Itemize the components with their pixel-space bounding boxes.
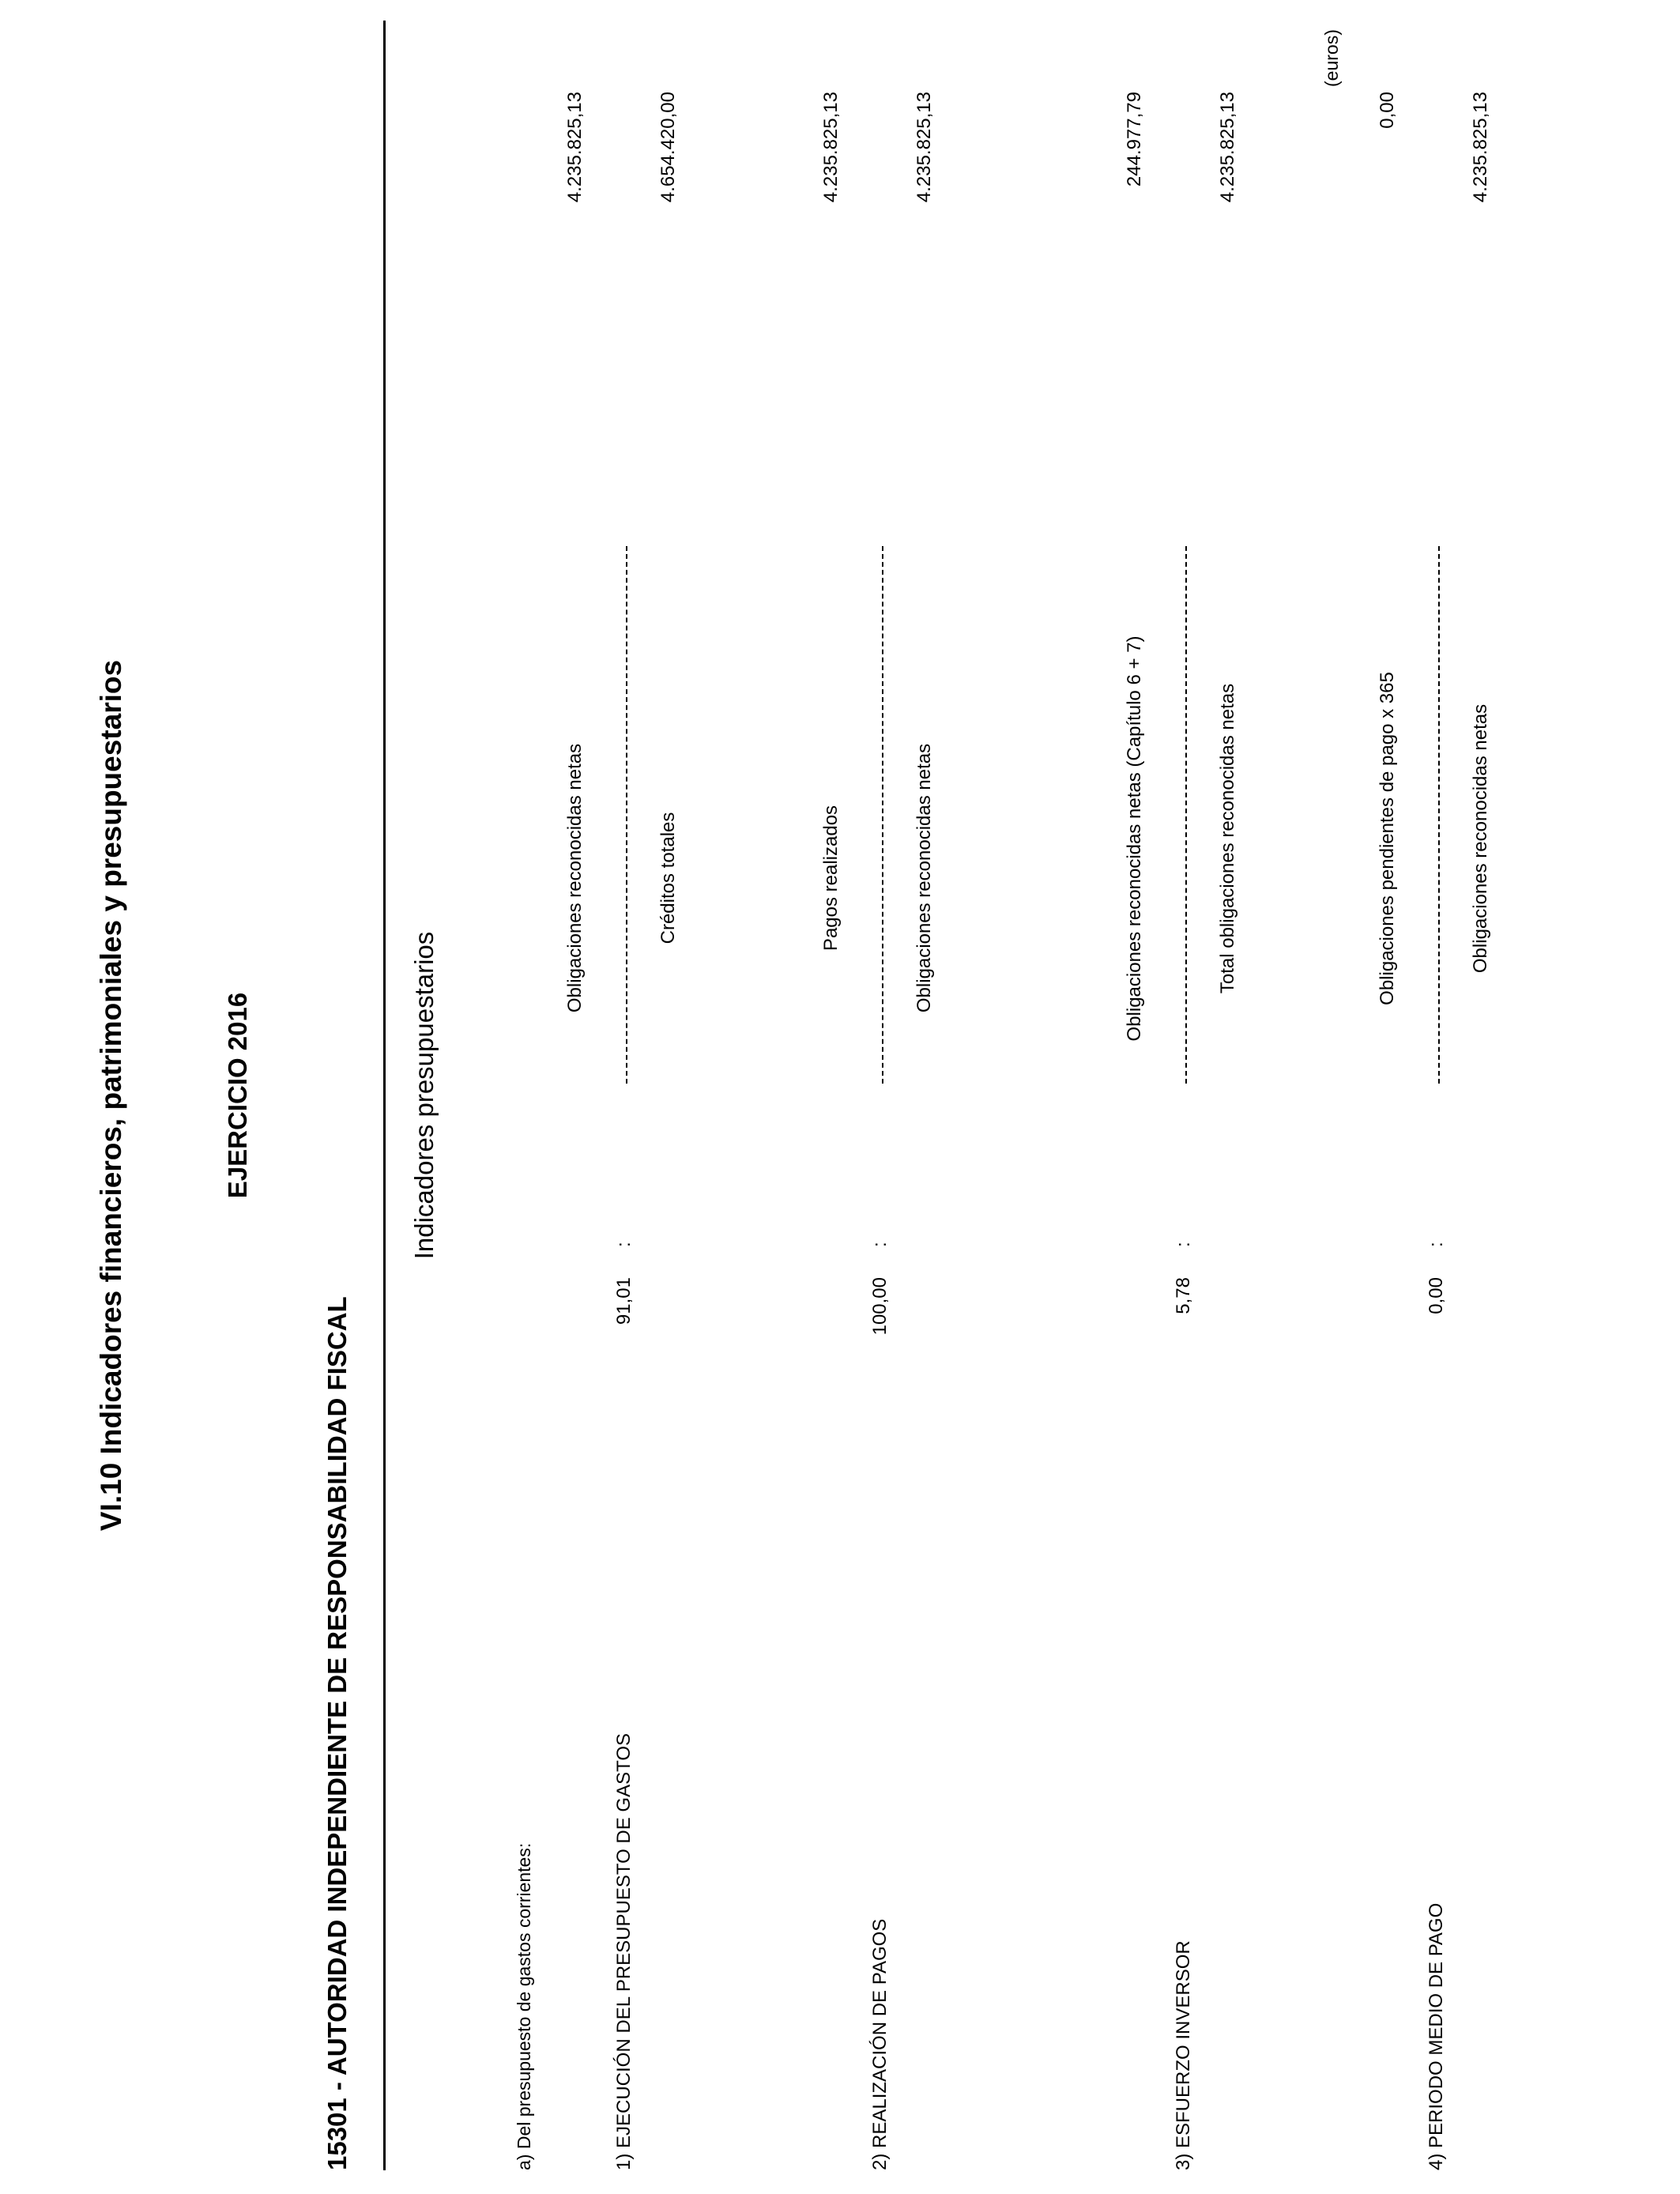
fraction-line [1185, 546, 1187, 1084]
indicator-value: 100,00 [869, 1277, 891, 1336]
indicator-colon: : [1426, 1242, 1447, 1247]
denominator-value: 4.654.420,00 [657, 92, 679, 203]
denominator-value: 4.235.825,13 [1217, 92, 1238, 203]
numerator-value: 4.235.825,13 [820, 92, 842, 203]
denominator-label: Obligaciones reconocidas netas [1470, 703, 1491, 974]
indicator-label: 3) ESFUERZO INVERSOR [1173, 1940, 1194, 2170]
denominator-value: 4.235.825,13 [1470, 92, 1491, 203]
section-title: Indicadores presupuestarios [409, 931, 439, 1260]
denominator-label: Total obligaciones reconocidas netas [1217, 683, 1238, 994]
indicator-label: 4) PERIODO MEDIO DE PAGO [1426, 1902, 1447, 2170]
numerator-value: 4.235.825,13 [564, 92, 586, 203]
numerator-label: Obligaciones reconocidas netas (Capítulo 6 + 7) [1124, 635, 1145, 1042]
report-title: VI.10 Indicadores financieros, patrimoniales y presupuestarios [95, 659, 127, 1532]
indicator-value: 91,01 [613, 1277, 635, 1325]
fraction-line [1438, 546, 1440, 1084]
organism-name: 15301 - AUTORIDAD INDEPENDIENTE DE RESPONSABILIDAD FISCAL [322, 1296, 352, 2170]
denominator-label: Obligaciones reconocidas netas [913, 743, 935, 1013]
indicator-value: 0,00 [1426, 1277, 1447, 1314]
indicator-colon: : [613, 1242, 635, 1247]
indicator-colon: : [869, 1242, 891, 1247]
denominator-value: 4.235.825,13 [913, 92, 935, 203]
numerator-value: 244.977,79 [1124, 92, 1145, 187]
numerator-label: Pagos realizados [820, 805, 842, 952]
fraction-line [882, 546, 883, 1084]
section-intro: a) Del presupuesto de gastos corrientes: [514, 1842, 534, 2170]
numerator-label: Obligaciones reconocidas netas [564, 743, 586, 1013]
numerator-value: 0,00 [1377, 92, 1398, 129]
indicator-value: 5,78 [1173, 1277, 1194, 1314]
numerator-label: Obligaciones pendientes de pago x 365 [1377, 672, 1398, 1005]
fraction-line [626, 546, 627, 1084]
indicator-label: 2) REALIZACIÓN DE PAGOS [869, 1918, 891, 2170]
header-rule [383, 21, 386, 2170]
units-label: (euros) [1321, 29, 1342, 87]
denominator-label: Créditos totales [657, 812, 679, 944]
indicator-label: 1) EJECUCIÓN DEL PRESUPUESTO DE GASTOS [613, 1732, 635, 2170]
fiscal-year: EJERCICIO 2016 [223, 992, 252, 1199]
indicator-colon: : [1173, 1242, 1194, 1247]
